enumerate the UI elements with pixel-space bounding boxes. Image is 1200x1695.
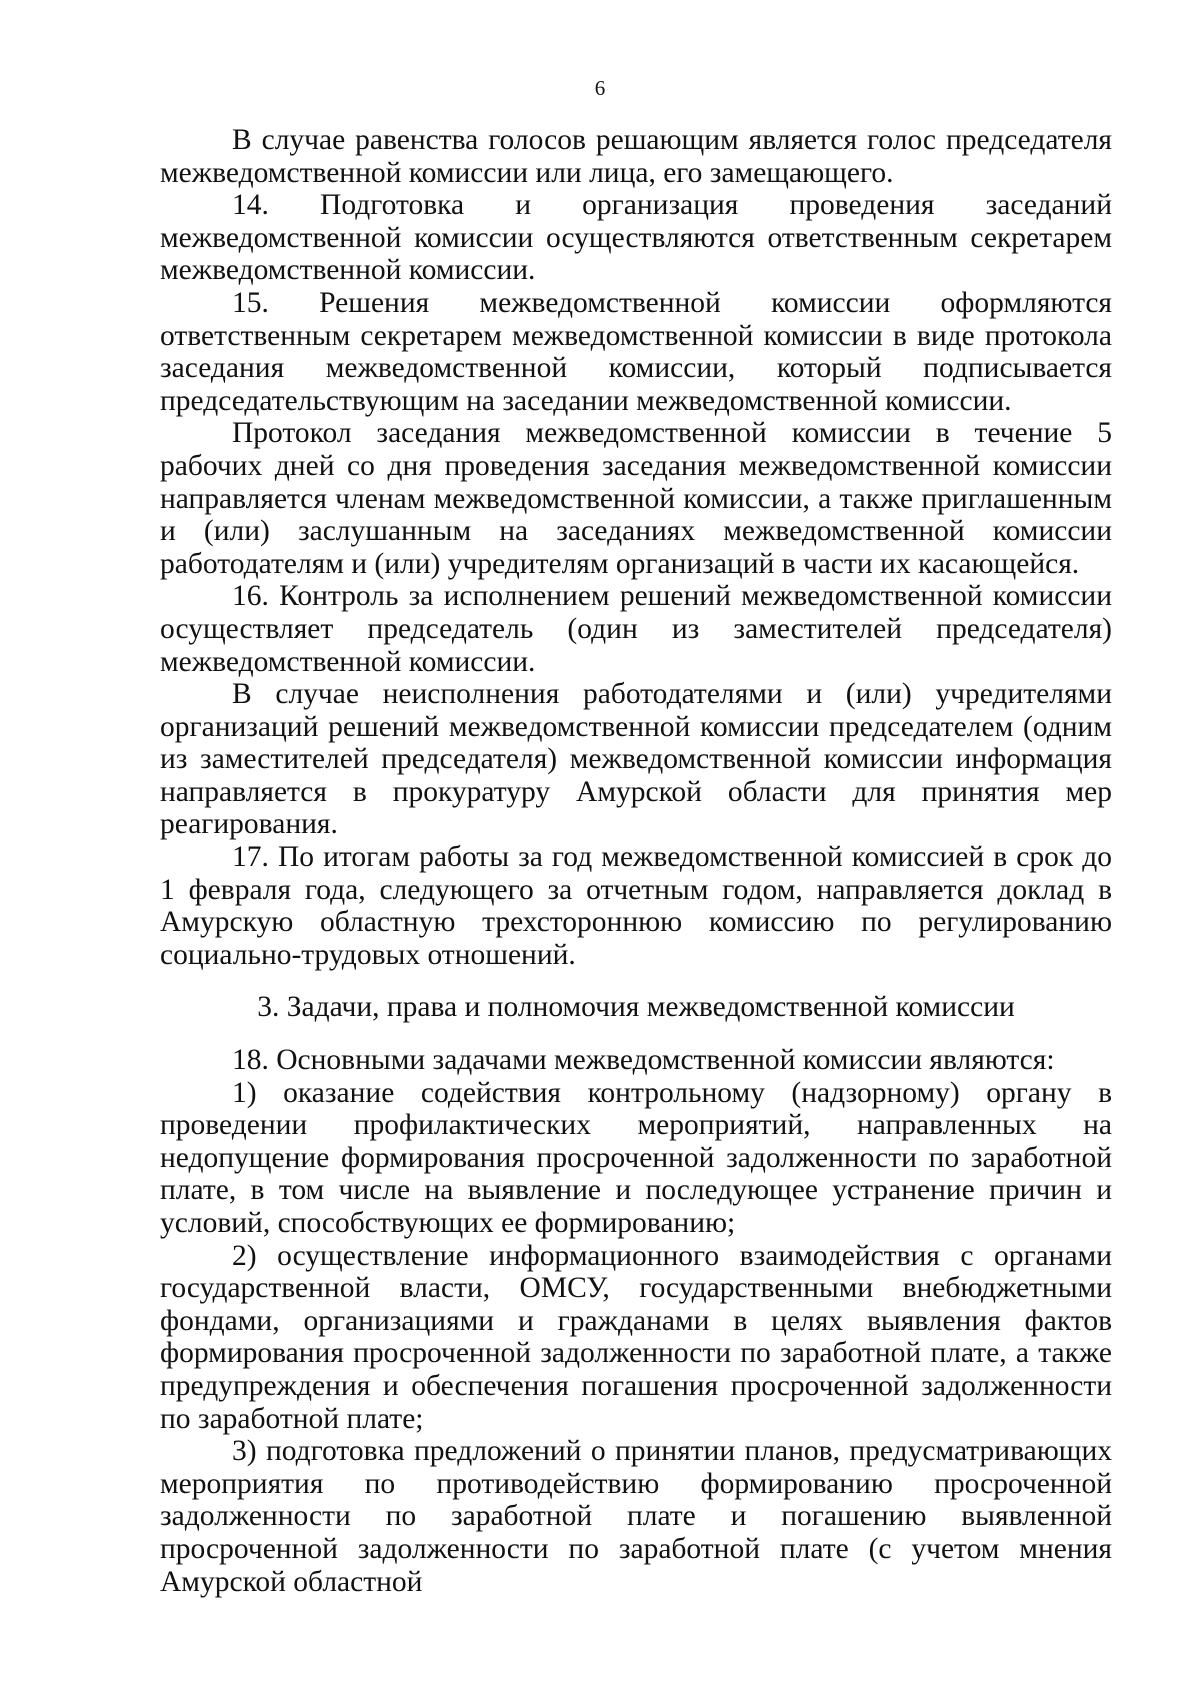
list-item-2: 2) осуществление информационного взаимодействия с органами государственной власти, ОМСУ, государственными внебюджетными фондами, организациями и гражданами в целях выявления фактов формирования просроченной задолженности по заработной плате, а также предупреждения и обеспечения погашения просроченной задолженности по заработной плате; bbox=[160, 1239, 1112, 1435]
list-item-3: 3) подготовка предложений о принятии планов, предусматривающих мероприятия по противодействию формированию просроченной задолженности по заработной плате и погашению выявленной просроченной задолженности по заработной плате (с учетом мнения Амурской областной bbox=[160, 1435, 1112, 1598]
paragraph-14: 14. Подготовка и организация проведения заседаний межведомственной комиссии осуществляются ответственным секретарем межведомственной комиссии. bbox=[160, 189, 1112, 287]
paragraph-non-execution: В случае неисполнения работодателями и (или) учредителями организаций решений межведомственной комиссии председателем (одним из заместителей председателя) межведомственной комиссии информация направляется в прокуратуру Амурской области для принятия мер реагирования. bbox=[160, 678, 1112, 841]
paragraph-protocol: Протокол заседания межведомственной комиссии в течение 5 рабочих дней со дня проведения заседания межведомственной комиссии направляется членам межведомственной комиссии, а также приглашенным и (или) заслушанным на заседаниях межведомственной комиссии работодателям и (или) учредителям организаций в части их касающейся. bbox=[160, 417, 1112, 580]
paragraph-18: 18. Основными задачами межведомственной комиссии являются: bbox=[232, 1044, 1055, 1077]
list-item-1: 1) оказание содействия контрольному (надзорному) органу в проведении профилактических мероприятий, направленных на недопущение формирования просроченной задолженности по заработной плате, в том числе на выявление и последующее устранение причин и условий, способствующих ее формированию; bbox=[160, 1076, 1112, 1239]
paragraph-15: 15. Решения межведомственной комиссии оформляются ответственным секретарем межведомственной комиссии в виде протокола заседания межведомственной комиссии, который подписывается председательствующим на заседании межведомственной комиссии. bbox=[160, 286, 1112, 417]
document-body bbox=[160, 124, 1112, 1598]
paragraph-tie-vote: В случае равенства голосов решающим является голос председателя межведомственной комиссии или лица, его замещающего. bbox=[160, 124, 1112, 189]
paragraph-17: 17. По итогам работы за год межведомственной комиссией в срок до 1 февраля года, следующего за отчетным годом, направляется доклад в Амурскую областную трехстороннюю комиссию по регулированию социально-трудовых отношений. bbox=[160, 841, 1112, 971]
page-number: 6 bbox=[594, 76, 606, 100]
paragraph-16: 16. Контроль за исполнением решений межведомственной комиссии осуществляет председатель (один из заместителей председателя) межведомственной комиссии. bbox=[160, 580, 1112, 678]
section-heading: 3. Задачи, права и полномочия межведомственной комиссии bbox=[257, 991, 1015, 1024]
